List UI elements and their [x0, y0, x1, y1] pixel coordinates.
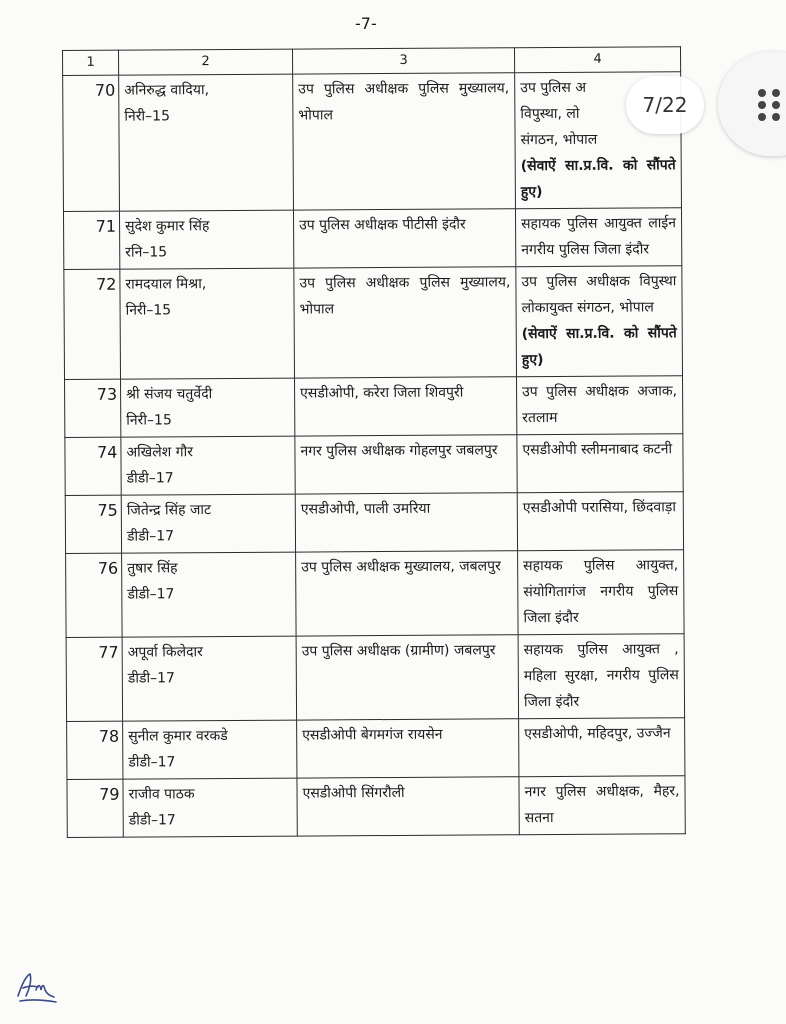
- serial-number: 70: [63, 75, 120, 211]
- serial-number: 75: [65, 495, 121, 553]
- officer-name: रामदयाल मिश्रा,: [125, 276, 207, 293]
- new-posting-text: संगठन, भोपाल: [520, 131, 598, 149]
- officer-cell: [122, 636, 297, 721]
- current-posting: एसडीओपी सिंगरौली: [297, 777, 519, 836]
- column-header-3: 3: [292, 48, 514, 74]
- table-row: [67, 776, 685, 838]
- new-posting-text: उप पुलिस अ: [520, 79, 587, 97]
- current-posting: उप पुलिस अधीक्षक पुलिस मुख्यालय, भोपाल: [294, 267, 517, 378]
- officer-rank: डीडी–17: [127, 586, 175, 603]
- new-posting-text: सहायक पुलिस आयुक्त लाईन नगरीय पुलिस जिला इंदौर: [521, 215, 677, 259]
- table-row: [65, 492, 683, 554]
- officer-cell: [122, 552, 297, 637]
- current-posting: उप पुलिस अधीक्षक पीटीसी इंदौर: [293, 209, 515, 268]
- officer-cell: [119, 74, 294, 211]
- officer-name: सुनील कुमार वरकडे: [128, 728, 228, 745]
- column-header-2: 2: [119, 49, 293, 75]
- officer-cell: [121, 436, 295, 495]
- officer-name: अपूर्वा किलेदार: [127, 644, 203, 661]
- officer-name: राजीव पाठक: [128, 786, 195, 803]
- current-posting: एसडीओपी, पाली उमरिया: [295, 493, 517, 552]
- new-posting: [518, 634, 685, 719]
- table-row: [64, 266, 683, 380]
- officer-cell: [123, 720, 297, 779]
- page-number: -7-: [355, 14, 377, 33]
- current-posting: नगर पुलिस अधीक्षक गोहलपुर जबलपुर: [295, 435, 517, 494]
- new-posting: [517, 376, 683, 435]
- new-posting-text: नगर पुलिस अधीक्षक, मैहर, सतना: [524, 783, 680, 827]
- serial-number: 77: [66, 637, 123, 721]
- current-posting: एसडीओपी बेगमगंज रायसेन: [297, 719, 519, 778]
- officer-rank: डीडी–17: [127, 670, 175, 687]
- officer-name: अखिलेश गौर: [126, 444, 193, 461]
- new-posting-text: सहायक पुलिस आयुक्त , महिला सुरक्षा, नगरीय पुलिस जिला इंदौर: [523, 641, 679, 711]
- signature: [14, 966, 60, 1006]
- current-posting: एसडीओपी, करेरा जिला शिवपुरी: [295, 377, 517, 436]
- new-posting: [516, 266, 683, 377]
- new-posting: [517, 434, 683, 493]
- officer-cell: [121, 378, 295, 437]
- new-posting-text: उप पुलिस अधीक्षक विपुस्था लोकायुक्त संगठन, भोपाल: [521, 273, 677, 317]
- officer-cell: [121, 494, 295, 553]
- table-row: [65, 434, 683, 496]
- new-posting: [518, 550, 685, 635]
- current-posting: उप पुलिस अधीक्षक पुलिस मुख्यालय, भोपाल: [293, 73, 516, 210]
- serial-number: 73: [65, 379, 121, 437]
- officer-rank: रनि–15: [125, 244, 168, 261]
- new-posting-text: एसडीओपी, महिदपुर, उज्जैन: [524, 725, 671, 743]
- serial-number: 71: [63, 211, 119, 269]
- table-row: [66, 634, 685, 722]
- serial-number: 78: [67, 721, 123, 779]
- page-indicator[interactable]: 7/22: [626, 76, 704, 134]
- current-posting: उप पुलिस अधीक्षक मुख्यालय, जबलपुर: [296, 551, 519, 636]
- officer-rank: डीडी–17: [126, 528, 175, 545]
- table-body: [63, 47, 686, 838]
- officer-rank: डीडी–17: [126, 470, 174, 487]
- serial-number: 72: [64, 269, 121, 379]
- transfer-table: [62, 46, 686, 838]
- new-posting-text: उप पुलिस अधीक्षक अजाक, रतलाम: [522, 383, 678, 427]
- officer-name: जितेन्द्र सिंह जाट: [126, 502, 212, 519]
- table-row: [63, 208, 681, 270]
- posting-note: (सेवाऐं सा.प्र.वि. को सौंपते हुए): [520, 157, 676, 201]
- officer-rank: निरी–15: [125, 302, 172, 319]
- grid-view-button[interactable]: [718, 52, 786, 156]
- new-posting: [515, 208, 681, 267]
- new-posting-text: विपुस्था, लो: [520, 105, 580, 123]
- new-posting: [517, 492, 683, 551]
- officer-cell: [120, 268, 295, 379]
- new-posting-text: एसडीओपी स्लीमनाबाद कटनी: [522, 441, 673, 459]
- officer-name: अनिरुद्ध वादिया,: [124, 82, 210, 99]
- officer-name: श्री संजय चतुर्वेदी: [126, 386, 213, 403]
- table-row: [63, 72, 682, 212]
- table-row: [65, 376, 683, 438]
- serial-number: 74: [65, 437, 121, 495]
- officer-cell: [123, 778, 297, 837]
- officer-rank: डीडी–17: [128, 812, 176, 829]
- table-row: [66, 550, 685, 638]
- new-posting: [519, 718, 685, 777]
- posting-note: (सेवाऐं सा.प्र.वि. को सौंपते हुए): [521, 325, 677, 369]
- officer-rank: निरी–15: [126, 412, 172, 429]
- serial-number: 76: [66, 553, 123, 637]
- officer-name: तुषार सिंह: [127, 560, 178, 577]
- table-header-row: [63, 47, 681, 76]
- grid-icon: [757, 88, 783, 122]
- new-posting: [519, 776, 685, 835]
- officer-cell: [119, 210, 293, 269]
- column-header-1: 1: [63, 50, 119, 75]
- serial-number: 79: [67, 779, 123, 837]
- table-row: [67, 718, 685, 780]
- officer-rank: डीडी–17: [128, 754, 176, 771]
- new-posting-text: एसडीओपी परासिया, छिंदवाड़ा: [522, 499, 676, 517]
- column-header-4: 4: [514, 47, 680, 73]
- officer-name: सुदेश कुमार सिंह: [125, 218, 210, 235]
- officer-rank: निरी–15: [124, 108, 171, 125]
- current-posting: उप पुलिस अधीक्षक (ग्रामीण) जबलपुर: [296, 635, 519, 720]
- new-posting-text: सहायक पुलिस आयुक्त, संयोगितागंज नगरीय पुलिस जिला इंदौर: [523, 557, 679, 627]
